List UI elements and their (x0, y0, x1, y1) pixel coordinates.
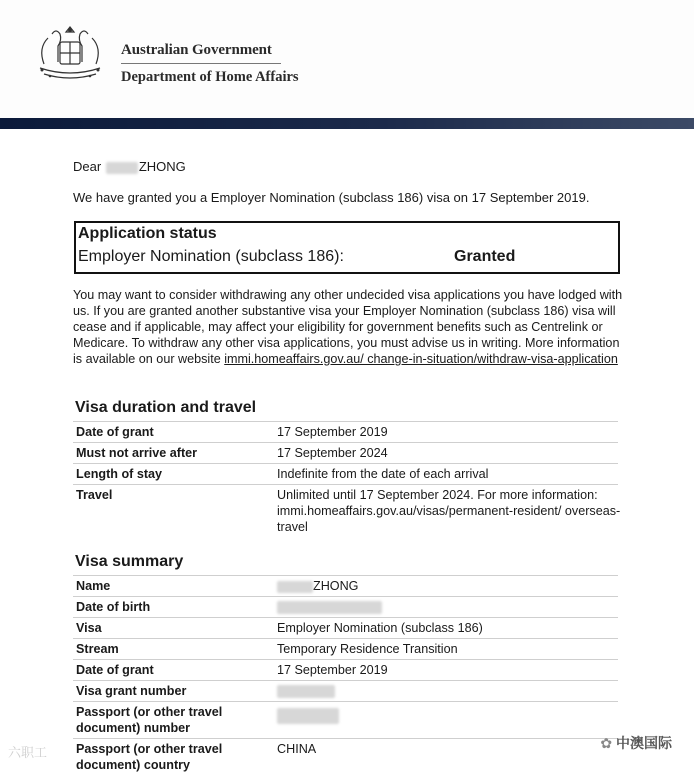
coat-of-arms-icon (30, 24, 110, 88)
redacted-given-name (106, 162, 138, 174)
table-row (73, 597, 618, 618)
header-divider (121, 63, 281, 64)
row-value (277, 599, 622, 615)
row-value: Indefinite from the date of each arrival (277, 467, 489, 481)
letterhead (0, 0, 694, 118)
salutation (73, 159, 186, 174)
redacted-given-name (277, 581, 313, 593)
row-label: Passport (or other travel document) country (76, 742, 223, 772)
row-label: Date of grant (76, 663, 154, 677)
row-label: Passport (or other travel document) number (76, 705, 223, 735)
table-row (73, 618, 618, 639)
table-row (73, 422, 618, 443)
row-value: Employer Nomination (subclass 186) (277, 621, 483, 635)
redacted-passport-number (277, 708, 339, 724)
row-label: Must not arrive after (76, 446, 198, 460)
row-label: Name (76, 579, 111, 593)
table-row (73, 660, 618, 681)
row-value (277, 683, 622, 699)
redacted-grant-number (277, 685, 335, 698)
government-name: Australian Government (121, 42, 272, 58)
table-row (73, 443, 618, 464)
table-row (73, 639, 618, 660)
row-value: 17 September 2019 (277, 663, 388, 677)
table-row (73, 485, 621, 537)
row-value: CHINA (277, 742, 317, 756)
salutation-word: Dear (73, 159, 102, 174)
row-label: Date of birth (76, 600, 151, 614)
application-status-box (74, 221, 620, 274)
row-value: Temporary Residence Transition (277, 642, 458, 656)
row-value: Unlimited until 17 September 2024. For more information: immi.homeaffairs.gov.au/visas/permanent-resident/ overseas-travel (277, 488, 621, 534)
wechat-icon: ✿ (600, 735, 616, 751)
redacted-date-of-birth (277, 601, 382, 614)
watermark-right-text: 中澳国际 (616, 735, 672, 751)
status-value: Granted (454, 248, 516, 265)
grant-statement: We have granted you a Employer Nomination (subclass 186) visa on 17 September 2019. (73, 190, 590, 205)
withdraw-link[interactable]: immi.homeaffairs.gov.au/ change-in-situation/withdraw-visa-application (224, 352, 618, 366)
row-label: Length of stay (76, 467, 163, 481)
row-label: Travel (76, 488, 113, 502)
watermark-left: 六职工 (8, 745, 48, 760)
duration-section-title: Visa duration and travel (75, 399, 257, 416)
row-value (277, 578, 622, 594)
name-surname: ZHONG (313, 579, 359, 593)
withdrawal-notice (73, 287, 623, 367)
summary-section-title: Visa summary (75, 553, 184, 570)
row-label: Visa grant number (76, 684, 187, 698)
duration-table (73, 421, 621, 537)
salutation-surname: ZHONG (138, 159, 186, 174)
status-title: Application status (78, 225, 217, 242)
row-label: Visa (76, 621, 102, 635)
summary-table (73, 575, 618, 775)
header-band (0, 118, 694, 129)
table-row (73, 464, 618, 485)
table-row (73, 576, 618, 597)
row-value (277, 704, 622, 724)
row-value: 17 September 2019 (277, 425, 388, 439)
row-label: Stream (76, 642, 119, 656)
row-value: 17 September 2024 (277, 446, 388, 460)
row-label: Date of grant (76, 425, 154, 439)
status-visa-name: Employer Nomination (subclass 186): (78, 248, 344, 265)
department-name: Department of Home Affairs (121, 69, 299, 85)
notice-text: You may want to consider withdrawing any other undecided visa applications you have lodged with us. If you are granted another substantive visa your Employer Nomination (subclass 186) visa will cease and if applicable, may affect your eligibility for government benefits such as Centrelink or Medicare. To withdraw any other visa applications, you must advise us in writing. More information is available on our website (73, 288, 623, 366)
table-row (73, 702, 618, 739)
watermark-right (600, 733, 672, 753)
table-row (73, 681, 618, 702)
